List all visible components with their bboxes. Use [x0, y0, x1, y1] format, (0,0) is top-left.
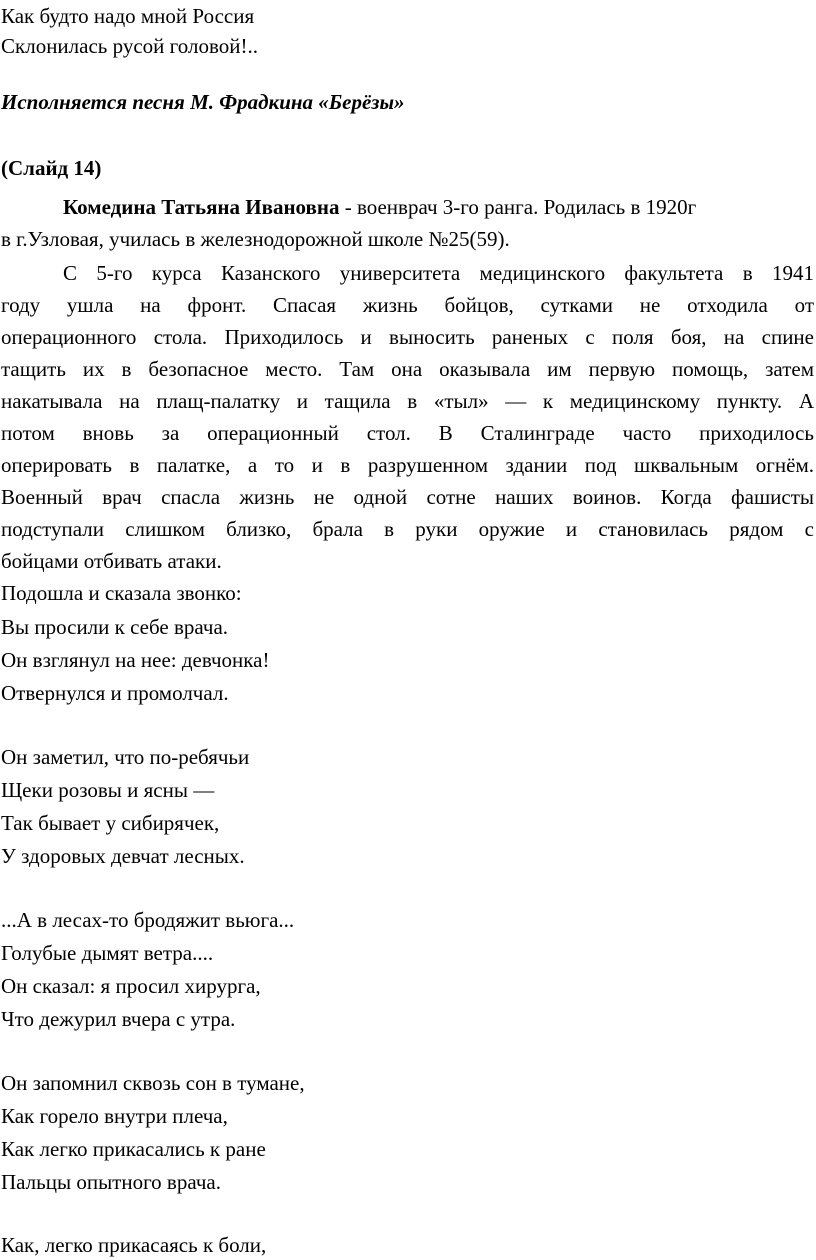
- poem-s3-line-2: Голубые дымят ветра....: [1, 941, 214, 965]
- poem-s4-line-2: Как горело внутри плеча,: [1, 1104, 228, 1128]
- bio-para2-line-2: году ушла на фронт. Спасая жизнь бойцов, сутками не отходила от: [1, 293, 814, 317]
- bio-line-2: в г.Узловая, училась в железнодорожной школе №25(59).: [1, 227, 510, 251]
- poem-s1-line-2: Вы просили к себе врача.: [1, 615, 229, 639]
- bio-para2-line-10: бойцами отбивать атаки.: [1, 549, 222, 573]
- poem-s4-line-1: Он запомнил сквозь сон в тумане,: [1, 1071, 305, 1095]
- opening-verse-line-2: Склонилась русой головой!..: [1, 34, 258, 58]
- poem-s3-line-3: Он сказал: я просил хирурга,: [1, 974, 261, 998]
- poem-s3-line-1: ...А в лесах-то бродяжит вьюга...: [1, 908, 295, 932]
- poem-s2-line-2: Щеки розовы и ясны —: [1, 778, 215, 802]
- song-note: Исполняется песня М. Фрадкина «Берёзы»: [1, 90, 405, 114]
- poem-s1-line-1: Подошла и сказала звонко:: [1, 581, 242, 605]
- poem-s1-line-3: Он взглянул на нее: девчонка!: [1, 648, 270, 672]
- bio-para2-line-4: тащить их в безопасное место. Там она оказывала им первую помощь, затем: [1, 357, 814, 381]
- poem-s1-line-4: Отвернулся и промолчал.: [1, 681, 229, 705]
- opening-verse-line-1: Как будто надо мной Россия: [1, 4, 255, 28]
- poem-s4-line-4: Пальцы опытного врача.: [1, 1170, 221, 1194]
- poem-s2-line-1: Он заметил, что по-ребячьи: [1, 745, 250, 769]
- slide-label: (Слайд 14): [1, 156, 102, 180]
- bio-para2-line-1: С 5-го курса Казанского университета медицинского факультета в 1941: [63, 261, 814, 285]
- poem-s4-line-3: Как легко прикасались к ране: [1, 1137, 266, 1161]
- poem-s2-line-4: У здоровых девчат лесных.: [1, 844, 245, 868]
- bio-name: Комедина Татьяна Ивановна: [63, 195, 340, 219]
- poem-s5-line-1: Как, легко прикасаясь к боли,: [1, 1233, 267, 1257]
- bio-para2-line-3: операционного стола. Приходилось и выносить раненых с поля боя, на спине: [1, 325, 814, 349]
- bio-para2-line-7: оперировать в палатке, а то и в разрушенном здании под шквальным огнём.: [1, 453, 814, 477]
- bio-intro-rest: - военврач 3-го ранга. Родилась в 1920г: [339, 195, 697, 219]
- bio-intro: [63, 192, 696, 222]
- bio-para2-line-9: подступали слишком близко, брала в руки оружие и становилась рядом с: [1, 517, 814, 541]
- bio-para2-line-8: Военный врач спасла жизнь не одной сотне наших воинов. Когда фашисты: [1, 485, 814, 509]
- poem-s3-line-4: Что дежурил вчера с утра.: [1, 1007, 236, 1031]
- poem-s2-line-3: Так бывает у сибирячек,: [1, 811, 220, 835]
- bio-para2-line-5: накатывала на плащ-палатку и тащила в «тыл» — к медицинскому пункту. А: [1, 389, 814, 413]
- bio-para2-line-6: потом вновь за операционный стол. В Сталинграде часто приходилось: [1, 421, 814, 445]
